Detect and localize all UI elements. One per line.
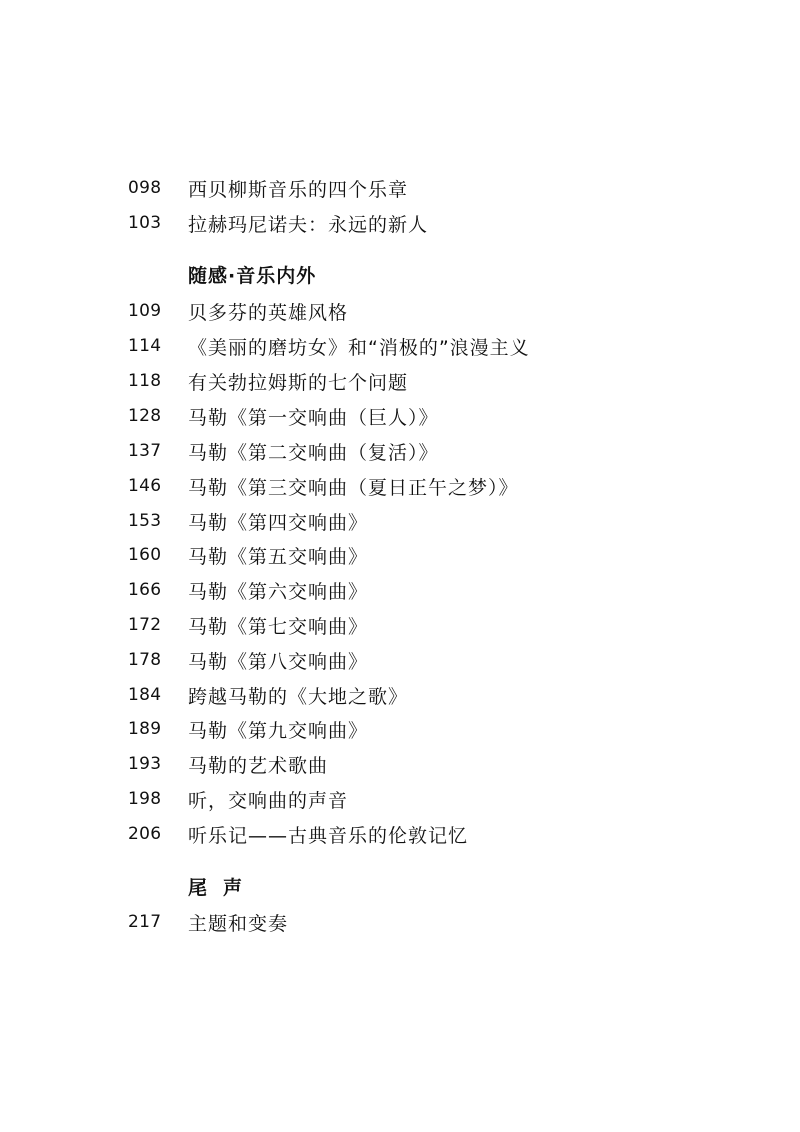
toc-entry[interactable] bbox=[128, 610, 368, 640]
page-number: 172 bbox=[128, 615, 162, 635]
toc-entry[interactable] bbox=[128, 714, 368, 744]
toc-entry[interactable] bbox=[128, 331, 530, 361]
toc-entry[interactable] bbox=[128, 366, 408, 396]
entry-title: 拉赫玛尼诺夫：永远的新人 bbox=[188, 213, 429, 236]
toc-entry[interactable] bbox=[128, 506, 368, 536]
page-number: 128 bbox=[128, 406, 162, 426]
page-number: 137 bbox=[128, 441, 162, 461]
toc-entry[interactable] bbox=[128, 680, 408, 710]
entry-title: 有关勃拉姆斯的七个问题 bbox=[188, 371, 409, 394]
toc-entry[interactable] bbox=[128, 784, 348, 814]
entry-title: 马勒《第三交响曲（夏日正午之梦）》 bbox=[188, 476, 519, 499]
page-number: 184 bbox=[128, 685, 162, 705]
page-number: 153 bbox=[128, 511, 162, 531]
page-number: 114 bbox=[128, 336, 162, 356]
page-number: 189 bbox=[128, 719, 162, 739]
toc-entry[interactable] bbox=[128, 645, 368, 675]
toc-entry[interactable] bbox=[128, 471, 519, 501]
entry-title: 主题和变奏 bbox=[188, 912, 289, 935]
page-number: 103 bbox=[128, 213, 162, 233]
toc-entry[interactable] bbox=[128, 436, 439, 466]
entry-title: 听，交响曲的声音 bbox=[188, 789, 349, 812]
page-number: 098 bbox=[128, 178, 162, 198]
page-number: 206 bbox=[128, 824, 162, 844]
entry-title: 马勒《第九交响曲》 bbox=[188, 719, 369, 742]
toc-entry[interactable] bbox=[128, 819, 468, 849]
page-number: 146 bbox=[128, 476, 162, 496]
entry-title: 马勒《第八交响曲》 bbox=[188, 650, 369, 673]
entry-title: 马勒《第五交响曲》 bbox=[188, 545, 369, 568]
entry-title: 马勒《第一交响曲（巨人）》 bbox=[188, 406, 439, 429]
entry-title: 马勒《第七交响曲》 bbox=[188, 615, 369, 638]
entry-title: 听乐记——古典音乐的伦敦记忆 bbox=[188, 824, 469, 847]
entry-title: 西贝柳斯音乐的四个乐章 bbox=[188, 178, 409, 201]
page-number: 166 bbox=[128, 580, 162, 600]
page-number: 193 bbox=[128, 754, 162, 774]
entry-title: 《美丽的磨坊女》和“消极的”浪漫主义 bbox=[188, 336, 530, 359]
section-heading: 尾声 bbox=[188, 876, 259, 899]
entry-title: 马勒《第二交响曲（复活）》 bbox=[188, 441, 439, 464]
entry-title: 跨越马勒的《大地之歌》 bbox=[188, 685, 409, 708]
entry-title: 马勒《第六交响曲》 bbox=[188, 580, 369, 603]
page-number: 160 bbox=[128, 545, 162, 565]
toc-entry[interactable] bbox=[128, 575, 368, 605]
page-number: 198 bbox=[128, 789, 162, 809]
toc-entry[interactable] bbox=[128, 401, 439, 431]
page-number: 109 bbox=[128, 301, 162, 321]
section-heading: 随感·音乐内外 bbox=[188, 264, 317, 287]
page-number: 178 bbox=[128, 650, 162, 670]
page-number: 118 bbox=[128, 371, 162, 391]
toc-entry[interactable] bbox=[128, 540, 368, 570]
entry-title: 贝多芬的英雄风格 bbox=[188, 301, 349, 324]
toc-entry[interactable] bbox=[128, 749, 328, 779]
toc-entry[interactable] bbox=[128, 296, 348, 326]
entry-title: 马勒的艺术歌曲 bbox=[188, 754, 329, 777]
page-number: 217 bbox=[128, 912, 162, 932]
entry-title: 马勒《第四交响曲》 bbox=[188, 511, 369, 534]
toc-entry[interactable] bbox=[128, 208, 428, 238]
toc-entry[interactable] bbox=[128, 173, 408, 203]
toc-entry[interactable] bbox=[128, 907, 288, 937]
